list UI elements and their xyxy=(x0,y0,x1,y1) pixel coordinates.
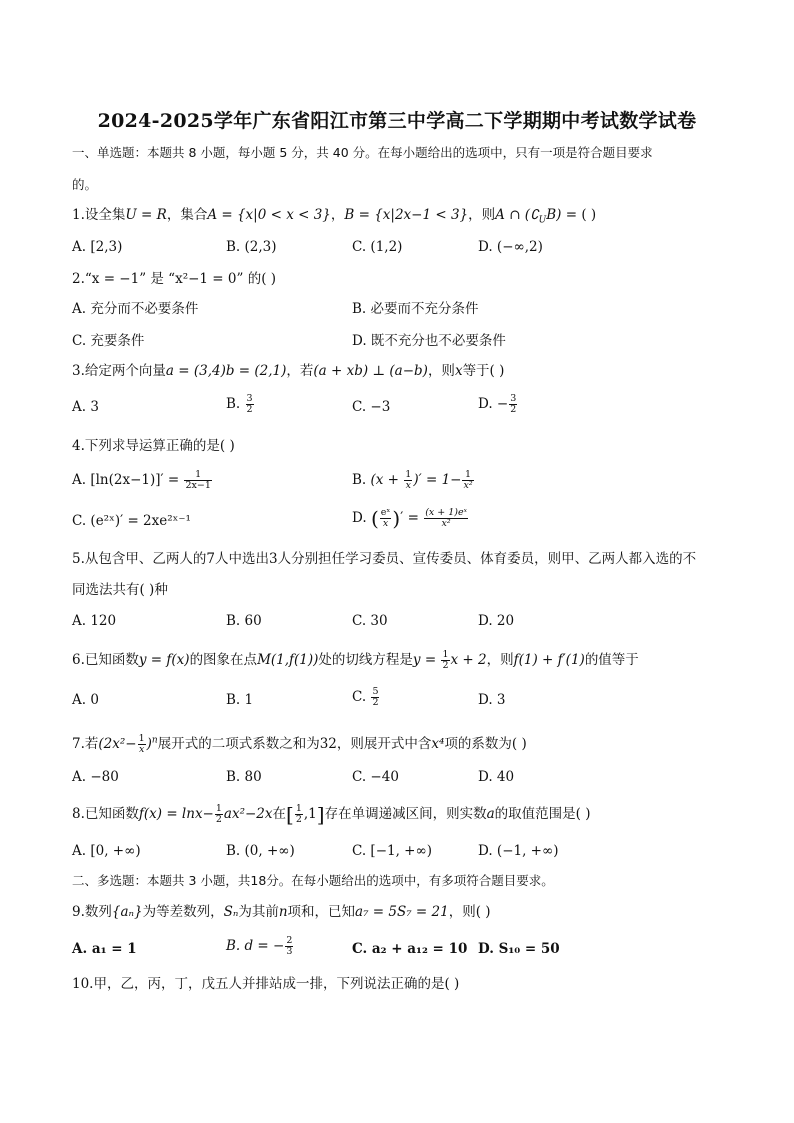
q4-option-c[interactable]: C. (e²ˣ)′ = 2xe²ˣ⁻¹ xyxy=(72,513,191,529)
q3-option-a[interactable]: A. 3 xyxy=(72,399,99,415)
q7-option-b[interactable]: B. 80 xyxy=(226,769,262,785)
fraction: $\frac{1}{x}$ xyxy=(405,469,412,491)
q1-option-c[interactable]: C. (1,2) xyxy=(352,239,403,255)
q5-option-a[interactable]: A. 120 xyxy=(72,613,117,629)
fraction: $\frac{3}{2}$ xyxy=(510,393,517,415)
question-3: 3.给定两个向量a = (3,4)b = (2,1)，若(a + xb) ⊥ (a−b)，则x等于( ) xyxy=(72,363,505,379)
question-1: 1.设全集U = R，集合A = {x|0 < x < 3}，B = {x|2x−1 < 3}，则A ∩ $(∁_UB)$ = ( ) xyxy=(72,207,597,226)
fraction: $\frac{1}{2}$ xyxy=(295,803,302,825)
q6-option-b[interactable]: B. 1 xyxy=(226,692,254,708)
fraction: $\frac{1}{x}$ xyxy=(138,733,145,755)
fraction: $\frac{1}{2}$ xyxy=(215,803,222,825)
q8-option-c[interactable]: C. [−1, +∞) xyxy=(352,843,433,859)
question-9: 9.数列{aₙ}为等差数列，Sₙ为其前n项和，已知a₇ = 5S₇ = 21，则( ) xyxy=(72,904,491,920)
q5-option-c[interactable]: C. 30 xyxy=(352,613,388,629)
fraction: $\frac{2}{3}$ xyxy=(286,935,293,957)
q7-option-c[interactable]: C. −40 xyxy=(352,769,399,785)
q8-option-b[interactable]: B. (0, +∞) xyxy=(226,843,295,859)
q6-option-c[interactable]: C. $\frac{5}{2}$ xyxy=(352,686,379,708)
q2-option-a[interactable]: A. 充分而不必要条件 xyxy=(72,301,199,317)
q9-option-d[interactable]: D. S₁₀ = 50 xyxy=(478,941,560,957)
question-5-cont: 同选法共有( )种 xyxy=(72,582,168,598)
question-8: 8.已知函数f(x) = lnx− $\frac{1}{2}$ ax²−2x在[ $\frac{1}{2}$ ,1]存在单调递减区间，则实数a的取值范围是( ) xyxy=(72,802,591,827)
question-4: 4.下列求导运算正确的是( ) xyxy=(72,438,235,454)
fraction: $\frac{\text{eˣ}}{x}$ xyxy=(380,507,391,529)
section2-heading: 二、多选题：本题共 3 小题，共18分。在每小题给出的选项中，有多项符合题目要求。 xyxy=(72,873,554,888)
question-2: 2.“x = −1” 是 “x²−1 = 0” 的( ) xyxy=(72,271,277,287)
section1-heading: 一、单选题：本题共 8 小题，每小题 5 分，共 40 分。在每小题给出的选项中，只有一项是符合题目要求 xyxy=(72,145,653,160)
q1-option-b[interactable]: B. (2,3) xyxy=(226,239,277,255)
q2-option-c[interactable]: C. 充要条件 xyxy=(72,333,145,349)
q6-option-a[interactable]: A. 0 xyxy=(72,692,99,708)
fraction: $\frac{1}{2}$ xyxy=(442,649,449,671)
fraction: $\frac{1}{2x-1}$ xyxy=(185,469,211,491)
q4-option-d[interactable]: D. ( $\frac{\text{eˣ}}{x}$ )′ = $\frac{\text{(x + 1)eˣ}}{\text{x²}}$ xyxy=(352,506,467,531)
q4-option-b[interactable]: B. (x + $\frac{1}{x}$ )′ = 1− $\frac{1}{\text{x²}}$ xyxy=(352,469,473,491)
q7-option-a[interactable]: A. −80 xyxy=(72,769,119,785)
question-10: 10.甲，乙，丙，丁，戊五人并排站成一排，下列说法正确的是( ) xyxy=(72,976,460,992)
q2-option-b[interactable]: B. 必要而不充分条件 xyxy=(352,301,479,317)
q9-option-c[interactable]: C. a₂ + a₁₂ = 10 xyxy=(352,941,468,957)
q4-option-a[interactable]: A. [ln(2x−1)]′ = $\frac{1}{2x-1}$ xyxy=(72,469,211,491)
question-5: 5.从包含甲、乙两人的7人中选出3人分别担任学习委员、宣传委员、体育委员，则甲、乙两人都入选的不 xyxy=(72,551,697,567)
question-6: 6.已知函数y = f(x)的图象在点M(1,f(1))处的切线方程是y = $\frac{1}{2}$ x + 2，则f(1) + f′(1)的值等于 xyxy=(72,649,639,671)
q3-option-b[interactable]: B. $\frac{3}{2}$ xyxy=(226,393,253,415)
fraction: $\frac{5}{2}$ xyxy=(372,686,379,708)
fraction: $\frac{1}{\text{x²}}$ xyxy=(463,469,473,491)
fraction: $\frac{3}{2}$ xyxy=(246,393,253,415)
section1-heading-cont: 的。 xyxy=(72,177,98,192)
question-7: 7.若(2x²− $\frac{1}{x}$ )$^n$展开式的二项式系数之和为32，则展开式中含x⁴项的系数为( ) xyxy=(72,733,527,755)
q8-option-a[interactable]: A. [0, +∞) xyxy=(72,843,141,859)
q8-option-d[interactable]: D. (−1, +∞) xyxy=(478,843,559,859)
q5-option-b[interactable]: B. 60 xyxy=(226,613,262,629)
fraction: $\frac{\text{(x + 1)eˣ}}{\text{x²}}$ xyxy=(425,507,467,529)
q5-option-d[interactable]: D. 20 xyxy=(478,613,515,629)
q9-option-b[interactable]: B. d = − $\frac{2}{3}$ xyxy=(226,935,293,957)
q9-option-a[interactable]: A. a₁ = 1 xyxy=(72,941,137,957)
q6-option-d[interactable]: D. 3 xyxy=(478,692,506,708)
q3-option-d[interactable]: D. − $\frac{3}{2}$ xyxy=(478,393,517,415)
page-title: 2024-2025学年广东省阳江市第三中学高二下学期期中考试数学试卷 xyxy=(97,110,697,132)
q1-option-a[interactable]: A. [2,3) xyxy=(72,239,123,255)
q3-option-c[interactable]: C. −3 xyxy=(352,399,391,415)
q7-option-d[interactable]: D. 40 xyxy=(478,769,515,785)
q1-option-d[interactable]: D. (−∞,2) xyxy=(478,239,543,255)
q2-option-d[interactable]: D. 既不充分也不必要条件 xyxy=(352,333,506,349)
